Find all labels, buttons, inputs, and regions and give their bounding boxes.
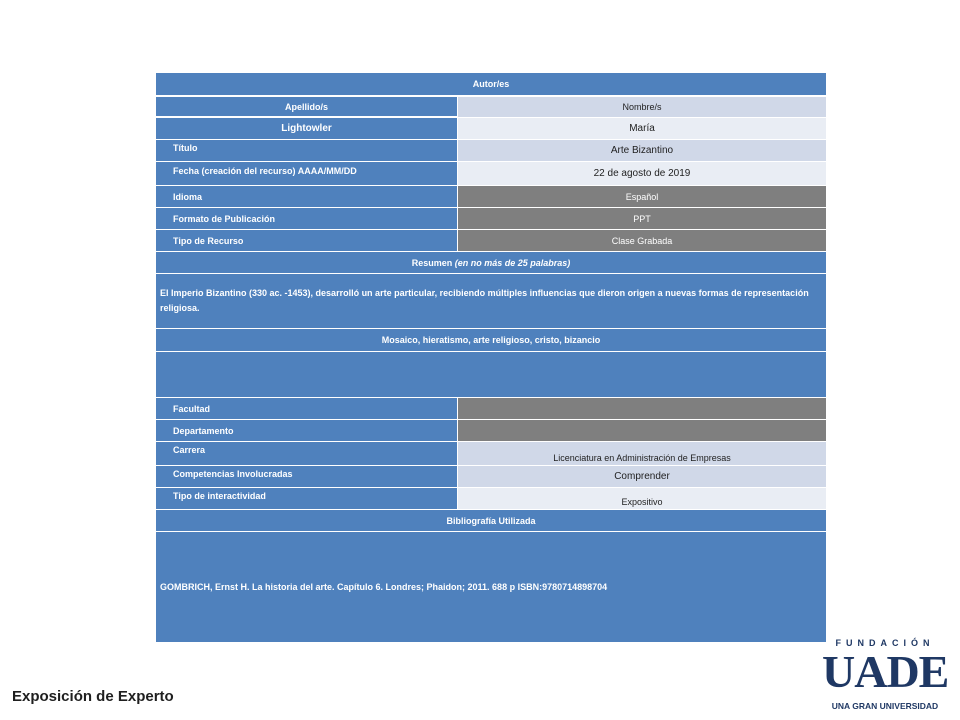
format-row xyxy=(156,208,826,229)
department-row xyxy=(156,420,826,441)
bibliography-text: GOMBRICH, Ernst H. La historia del arte. Capítulo 6. Londres; Phaidon; 2011. 688 p ISBN:9780714898704 xyxy=(156,532,826,642)
surname-label: Apellido/s xyxy=(156,97,458,117)
summary-header xyxy=(156,252,826,273)
title-label: Título xyxy=(156,140,458,161)
author-values-row xyxy=(156,118,826,139)
career-label: Carrera xyxy=(156,442,458,465)
language-value: Español xyxy=(458,186,826,207)
summary-header-note: (en no más de 25 palabras) xyxy=(454,257,571,268)
authors-header-row xyxy=(156,73,826,95)
surname-value: Lightowler xyxy=(156,118,458,139)
name-label: Nombre/s xyxy=(458,97,826,117)
faculty-value xyxy=(458,398,826,419)
resource-type-row xyxy=(156,230,826,251)
summary-text: El Imperio Bizantino (330 ac. -1453), desarrolló un arte particular, recibiendo múltiples influencias que dieron origen a nuevas formas de representación religiosa. xyxy=(156,274,826,328)
summary-row xyxy=(156,274,826,328)
competencies-row xyxy=(156,466,826,487)
language-label: Idioma xyxy=(156,186,458,207)
language-row xyxy=(156,186,826,207)
faculty-label: Facultad xyxy=(156,398,458,419)
bibliography-header-row xyxy=(156,510,826,531)
authors-header: Autor/es xyxy=(156,73,826,95)
date-row xyxy=(156,162,826,185)
interactivity-value: Expositivo xyxy=(458,488,826,509)
department-label: Departamento xyxy=(156,420,458,441)
date-value: 22 de agosto de 2019 xyxy=(458,162,826,185)
logo-top-text: FUNDACIÓN xyxy=(835,638,935,648)
empty-row xyxy=(156,352,826,397)
competencies-label: Competencias Involucradas xyxy=(156,466,458,487)
faculty-row xyxy=(156,398,826,419)
competencies-value: Comprender xyxy=(458,466,826,487)
keywords-text: Mosaico, hieratismo, arte religioso, cristo, bizancio xyxy=(156,329,826,351)
logo-main-text: UADE xyxy=(822,646,949,697)
keywords-row xyxy=(156,329,826,351)
date-label: Fecha (creación del recurso) AAAA/MM/DD xyxy=(156,162,458,185)
format-value: PPT xyxy=(458,208,826,229)
career-row xyxy=(156,442,826,465)
interactivity-label: Tipo de interactividad xyxy=(156,488,458,509)
resource-type-value: Clase Grabada xyxy=(458,230,826,251)
department-value xyxy=(458,420,826,441)
empty-cell xyxy=(156,352,826,397)
logo-tagline: UNA GRAN UNIVERSIDAD xyxy=(831,701,939,711)
footer-title: Exposición de Experto xyxy=(12,688,174,705)
interactivity-row xyxy=(156,488,826,509)
bibliography-row xyxy=(156,532,826,642)
author-labels-row xyxy=(156,97,826,117)
title-row xyxy=(156,140,826,161)
resource-type-label: Tipo de Recurso xyxy=(156,230,458,251)
summary-header-main: Resumen xyxy=(411,257,453,268)
title-value: Arte Bizantino xyxy=(458,140,826,161)
uade-logo xyxy=(822,638,948,714)
format-label: Formato de Publicación xyxy=(156,208,458,229)
name-value: María xyxy=(458,118,826,139)
bibliography-header: Bibliografía Utilizada xyxy=(156,510,826,531)
summary-header-row xyxy=(156,252,826,273)
career-value: Licenciatura en Administración de Empresas xyxy=(458,442,826,465)
